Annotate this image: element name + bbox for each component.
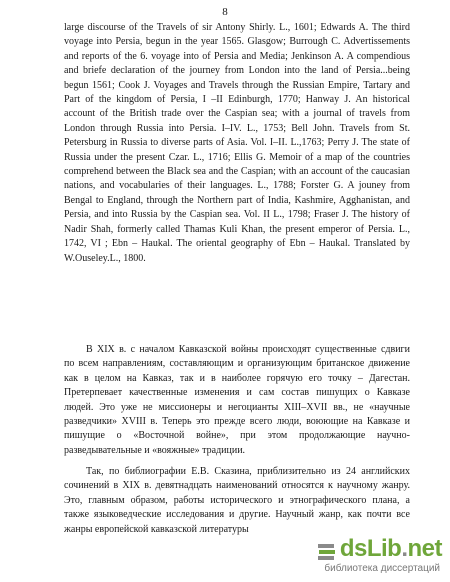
text-line-content: Part of the kingdom of Persia, I –II Edinburgh, 1770; Hanway J. An historical bbox=[64, 94, 410, 106]
text-line-content: разведывательные и «вояжные» традиции. bbox=[64, 444, 246, 456]
text-line bbox=[64, 343, 410, 357]
text-line-content: Претерпевает качественные изменения и сам состав пишущих о Кавказе bbox=[64, 387, 410, 399]
text-line bbox=[64, 444, 410, 458]
text-line-content: сочинений в XIX в. девятнадцать наименований относятся к научному жанру. bbox=[64, 480, 410, 492]
paragraph-bibliography bbox=[64, 465, 410, 537]
text-line-content: nations, and vocabularies of their languages. L., 1788; Forster G. A jоuney from bbox=[64, 180, 410, 192]
text-line-content: Так, по библиографии Е.В. Сказина, приблизительно из 24 английских bbox=[86, 466, 410, 477]
text-line bbox=[64, 107, 410, 121]
text-line-content: voyage into Persia, begun in the year 1565. Glasgow; Burrough C. Advertissements bbox=[64, 36, 410, 48]
text-line-content: account of the British trade over the Caspian sea; with a journal of travels from bbox=[64, 108, 410, 120]
text-line bbox=[64, 136, 410, 150]
dslib-watermark bbox=[316, 536, 442, 576]
text-line bbox=[64, 401, 410, 415]
text-line bbox=[64, 208, 410, 222]
page-number: 8 bbox=[222, 6, 228, 18]
text-line bbox=[64, 415, 410, 429]
text-line-content: людей. Это уже не миссионеры и негоцианты XIII–XVII вв., не «научные bbox=[64, 401, 410, 413]
text-line bbox=[64, 122, 410, 136]
paragraph-caucasian-war bbox=[64, 343, 410, 458]
text-line bbox=[64, 50, 410, 64]
text-line bbox=[64, 386, 410, 400]
text-line bbox=[64, 237, 410, 251]
text-line-content: В XIX в. с началом Кавказской войны происходят существенные сдвиги bbox=[86, 344, 410, 355]
text-line bbox=[64, 223, 410, 237]
text-line-content: large discourse of the Travels of sir Antony Shirly. L., 1601; Edwards A. The third bbox=[64, 22, 410, 33]
text-line-content: пишущие о «Восточной войне», при этом продолжающие научно- bbox=[64, 430, 410, 442]
text-line bbox=[64, 179, 410, 193]
text-line bbox=[64, 194, 410, 208]
text-line bbox=[64, 479, 410, 493]
text-line-content: comprehend between the Black sea and the Caspian; with an account of the caucasian bbox=[64, 166, 410, 178]
text-line bbox=[64, 372, 410, 386]
text-line-content: begun 1561; Cook J. Voyages and Travels through the Russian Empire, Tartary and bbox=[64, 79, 410, 91]
text-line-content: по всем направлениям, составляющим и организующим британское движение bbox=[64, 358, 410, 370]
text-line bbox=[64, 79, 410, 93]
text-line bbox=[64, 252, 410, 266]
text-line bbox=[64, 21, 410, 35]
text-line-content: Petersburg in Russia to diverse parts of Asia. Vol. I–II. L.,1763; Perry J. The state of bbox=[64, 137, 410, 149]
text-line bbox=[64, 35, 410, 49]
text-line-content: разведчики» XVIII в. Теперь это прежде всего люди, воюющие на Кавказе и bbox=[64, 416, 410, 428]
text-line bbox=[64, 151, 410, 165]
text-line-content: Nadir Shah, formerly called Thamas Kuli Khan, the present emperor of Persia. L., bbox=[64, 223, 410, 235]
text-line-content: 1742, VI ; Ebn – Haukal. The oriental geography of Ebn – Haukal. Translated by bbox=[64, 238, 410, 250]
text-line-content: жанры европейской кавказской литературы bbox=[64, 523, 249, 535]
text-line-content: and reports of the 6. voyage into of Persia and Media; Jenkinson A. A compendious bbox=[64, 50, 410, 62]
text-line bbox=[64, 508, 410, 522]
text-line bbox=[64, 165, 410, 179]
watermark-subtitle: библиотека диссертаций bbox=[324, 563, 440, 574]
text-line-content: Bengal to England, through the Northern part of India, Kashmire, Agghanistan, and bbox=[64, 194, 410, 206]
text-line-content: Это, главным образом, работы исторического и этнографического плана, а bbox=[64, 494, 410, 506]
text-line-content: также языковедческие исследования и другие. Научный жанр, как почти все bbox=[64, 509, 410, 521]
text-line bbox=[64, 64, 410, 78]
text-line-content: London through Russia into Persia. I–IV. L., 1753; Bell John. Travels from St. bbox=[64, 122, 410, 134]
text-line bbox=[64, 494, 410, 508]
text-line bbox=[64, 429, 410, 443]
text-line bbox=[64, 465, 410, 479]
watermark-logo: dsLib.net bbox=[339, 535, 442, 562]
text-line bbox=[64, 93, 410, 107]
text-line-content: Russia under the present Czar. L., 1716; Ellis G. Memoir of a map of the countries bbox=[64, 151, 410, 163]
text-line-content: and briefe declaration of the journey from London into the land of Persia...being bbox=[64, 65, 410, 77]
text-line bbox=[64, 357, 410, 371]
text-line-content: W.Ouseley.L., 1800. bbox=[64, 252, 146, 264]
text-line-content: Persia, and into Russia by the Caspian sea. Vol. II L., 1798; Fraser J. The history of bbox=[64, 209, 410, 221]
references-block bbox=[64, 21, 410, 266]
text-line-content: как в целом на Кавказ, так и в наиболее горячую его точку – Дагестан. bbox=[64, 372, 410, 384]
